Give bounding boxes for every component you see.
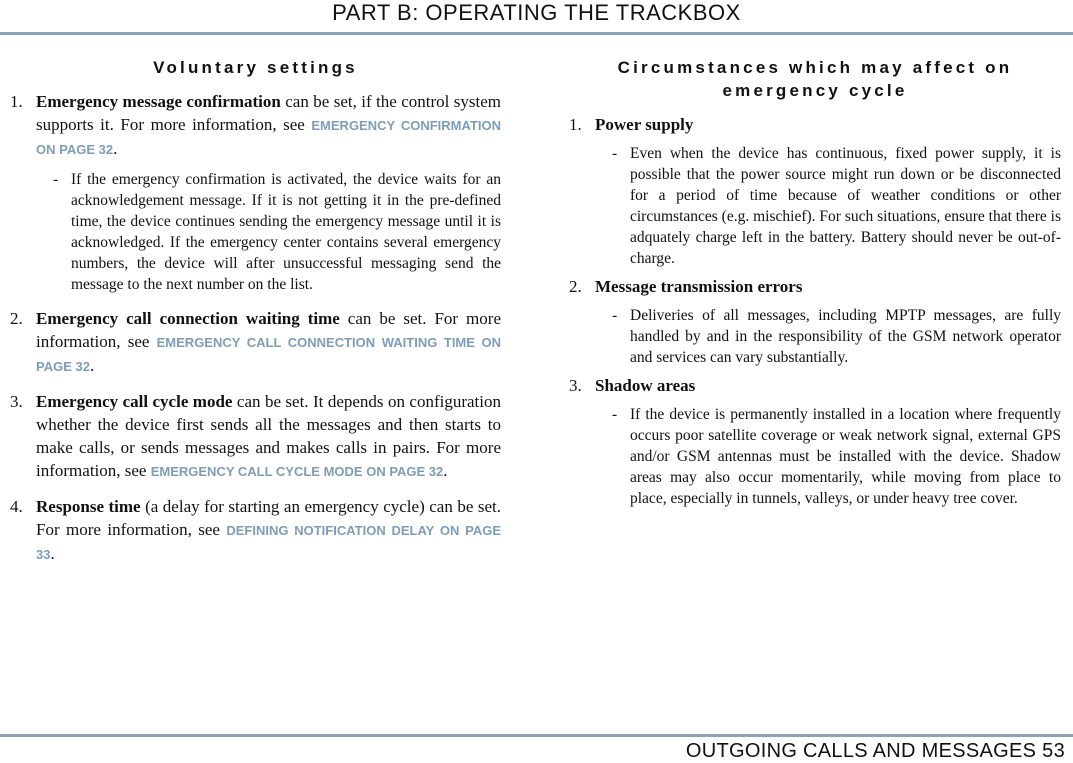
page-header: PART B: OPERATING THE TRACKBOX — [332, 0, 741, 25]
list-item — [569, 374, 1061, 509]
sub-item — [595, 305, 1061, 368]
list-item: 2. Emergency call connection waiting time can be set. For more information, see EMERGENCY CALL CONNECTION WAITING TIME ON PAGE 32. — [10, 309, 502, 375]
item-title: Emergency call connection waiting time — [36, 309, 340, 328]
header-rule — [0, 32, 1073, 35]
item-number: 2. — [569, 277, 582, 296]
cross-reference-link[interactable]: EMERGENCY CALL CONNECTION WAITING TIME ON PAGE 32 — [36, 335, 502, 374]
dash-bullet: - — [612, 307, 618, 324]
circumstances-heading: Circumstances which may affect on emergency cycle — [617, 58, 1013, 100]
list-item — [569, 113, 1061, 269]
cross-reference-link[interactable]: EMERGENCY CALL CYCLE MODE ON PAGE 32 — [150, 464, 444, 479]
item-text: can be set. For more information, see — [36, 309, 501, 351]
item-title: Emergency message confirmation — [36, 92, 281, 111]
dash-bullet: - — [53, 171, 59, 188]
item-text: can be set. It depends on configuration whether the device first sends all the messages and then starts to make calls, or sends messages and makes calls in pairs. For more information, see — [36, 392, 501, 480]
list-item — [569, 275, 1061, 368]
list-item: 1. Emergency message confirmation can be set, if the control system supports it. For more information, see EMERGENCY CONFIRMATION ON PAGE 32. - If the emergency confirmation is activated, the device waits for an acknowledgement message. If it is not getting it in the pre-defined time, the device continues sending the emergency message until it is acknowledged. If the emergency center contains several emergency numbers, the device will after unsuccessful messaging send the message to the next number on the list. — [10, 92, 501, 293]
footer-rule — [0, 734, 1073, 737]
sub-item — [595, 143, 1061, 269]
item-number: 3. — [569, 376, 582, 395]
dash-bullet: - — [612, 145, 618, 162]
item-text: can be set, if the control system supports it. For more information, see — [36, 92, 501, 134]
sub-item — [595, 404, 1061, 509]
list-item: 4. Response time (a delay for starting an emergency cycle) can be set. For more information, see DEFINING NOTIFICATION DELAY ON PAGE 33. — [10, 497, 501, 563]
list-item: 3. Emergency call cycle mode can be set. It depends on configuration whether the device first sends all the messages and then starts to make calls, or sends messages and makes calls in pairs. For more information, see EMERGENCY CALL CYCLE MODE ON PAGE 32. — [10, 392, 501, 480]
item-text: (a delay for starting an emergency cycle) can be set. For more information, see — [36, 497, 501, 539]
sub-item — [36, 169, 501, 295]
item-number: 4. — [10, 497, 23, 516]
item-title: Emergency call cycle mode — [36, 392, 233, 411]
item-number: 2. — [10, 309, 23, 328]
sub-item-text: Deliveries of all messages, including MPTP messages, are fully handled by and in the responsibility of the GSM network operator and services can vary substantially. — [630, 307, 1061, 366]
right-column — [569, 56, 1061, 515]
item-title: Message transmission errors — [595, 277, 803, 296]
left-column — [10, 56, 501, 578]
item-number: 1. — [10, 92, 23, 111]
sub-item-text: If the device is permanently installed in a location where frequently occurs poor satellite coverage or weak network signal, external GPS and/or GSM antennas must be installed with the device. Shadow areas may also occur momentarily, while moving from place to place, especially in tunnels, valleys, or under heavy tree cover. — [630, 406, 1061, 507]
sub-item-text: If the emergency confirmation is activated, the device waits for an acknowledgement message. If it is not getting it in the pre-defined time, the device continues sending the emergency message until it is acknowledged. If the emergency center contains several emergency numbers, the device will after unsuccessful messaging send the message to the next number on the list. — [71, 171, 501, 293]
item-title: Shadow areas — [595, 376, 696, 395]
item-number: 3. — [10, 392, 23, 411]
page-footer: OUTGOING CALLS AND MESSAGES 53 — [685, 740, 1065, 762]
item-title: Response time — [36, 497, 141, 516]
voluntary-settings-heading: Voluntary settings — [153, 58, 358, 77]
cross-reference-link[interactable]: DEFINING NOTIFICATION DELAY ON PAGE 33 — [36, 523, 501, 562]
dash-bullet: - — [612, 406, 618, 423]
cross-reference-link[interactable]: EMERGENCY CONFIRMATION ON PAGE 32 — [36, 118, 501, 157]
sub-item-text: Even when the device has continuous, fixed power supply, it is possible that the power source might run down or be disconnected for a period of time because of weather conditions or other circumstances (e.g. mischief). For such situations, ensure that there is adquately charge left in the battery. Battery should never be out-of-charge. — [630, 145, 1061, 267]
item-number: 1. — [569, 115, 582, 134]
item-title: Power supply — [595, 115, 694, 134]
